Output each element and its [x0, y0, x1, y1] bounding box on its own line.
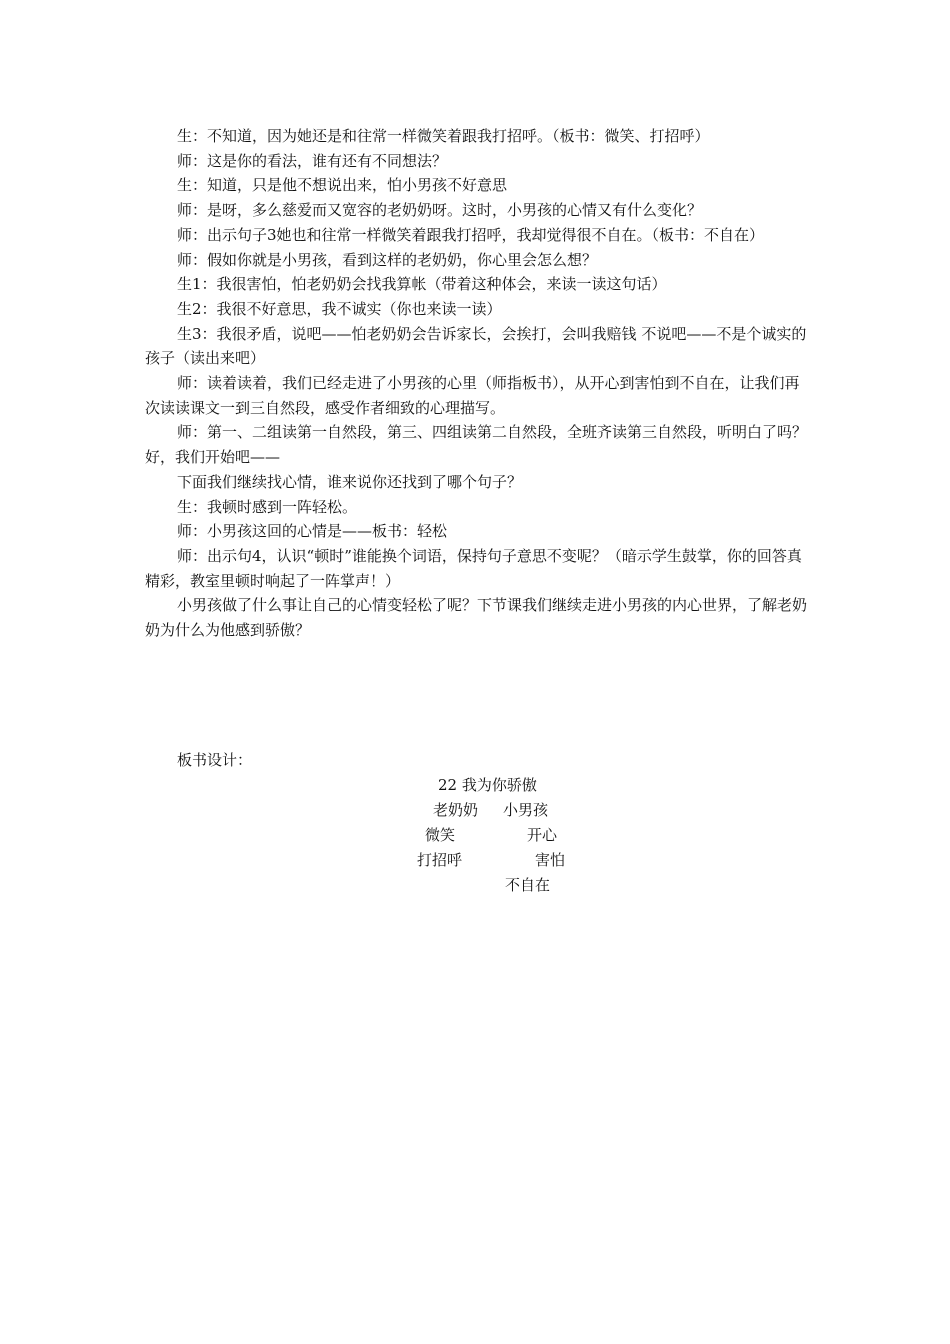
board-header-grandma: 老奶奶: [433, 801, 479, 819]
paragraph: 生3：我很矛盾，说吧——怕老奶奶会告诉家长，会挨打，会叫我赔钱 不说吧——不是个诚实的孩子（读出来吧）: [145, 324, 807, 368]
board-title: 22 我为你骄傲: [438, 776, 537, 794]
paragraph: 师：出示句子3她也和往常一样微笑着跟我打招呼，我却觉得很不自在。（板书：不自在）: [177, 225, 765, 244]
lesson-transcript: [145, 124, 813, 643]
board-right-item: 不自在: [505, 876, 551, 894]
paragraph: 师：是呀，多么慈爱而又宽容的老奶奶呀。这时，小男孩的心情又有什么变化？: [177, 201, 703, 220]
paragraph: 生2：我很不好意思，我不诚实（你也来读一读）: [177, 299, 502, 318]
paragraph: 生1：我很害怕，怕老奶奶会找我算帐（带着这种体会，来读一读这句话）: [177, 275, 667, 294]
paragraph: 小男孩做了什么事让自己的心情变轻松了呢？下节课我们继续走进小男孩的内心世界，了解老奶奶为什么为他感到骄傲？: [145, 596, 808, 640]
paragraph: 生：不知道，因为她还是和往常一样微笑着跟我打招呼。（板书：微笑、打招呼）: [177, 127, 710, 145]
paragraph: 师：读着读着，我们已经走进了小男孩的心里（师指板书），从开心到害怕到不自在，让我们再次读读课文一到三自然段，感受作者细致的心理描写。: [145, 374, 800, 417]
paragraph: 师：假如你就是小男孩，看到这样的老奶奶，你心里会怎么想？: [177, 250, 598, 269]
paragraph: 下面我们继续找心情，谁来说你还找到了哪个句子？: [177, 472, 523, 491]
paragraph: 师：这是你的看法，谁有还有不同想法？: [177, 151, 448, 170]
paragraph: 师：小男孩这回的心情是——板书：轻松: [177, 522, 448, 541]
paragraph: 师：出示句4，认识“顿时”谁能换个词语，保持句子意思不变呢？（暗示学生鼓掌，你的回答真精彩，教室里顿时响起了一阵掌声！）: [145, 546, 802, 590]
board-left-item: 微笑: [425, 826, 456, 844]
paragraph: 生：我顿时感到一阵轻松。: [177, 497, 358, 516]
board-header-boy: 小男孩: [503, 801, 549, 819]
board-design-label: 板书设计：: [177, 751, 253, 769]
paragraph: 生：知道，只是他不想说出来，怕小男孩不好意思: [177, 176, 508, 195]
board-right-item: 开心: [527, 826, 558, 844]
board-left-item: 打招呼: [417, 851, 463, 869]
board-right-item: 害怕: [535, 851, 566, 869]
paragraph: 师：第一、二组读第一自然段，第三、四组读第二自然段，全班齐读第三自然段，听明白了吗？好，我们开始吧——: [145, 423, 808, 467]
